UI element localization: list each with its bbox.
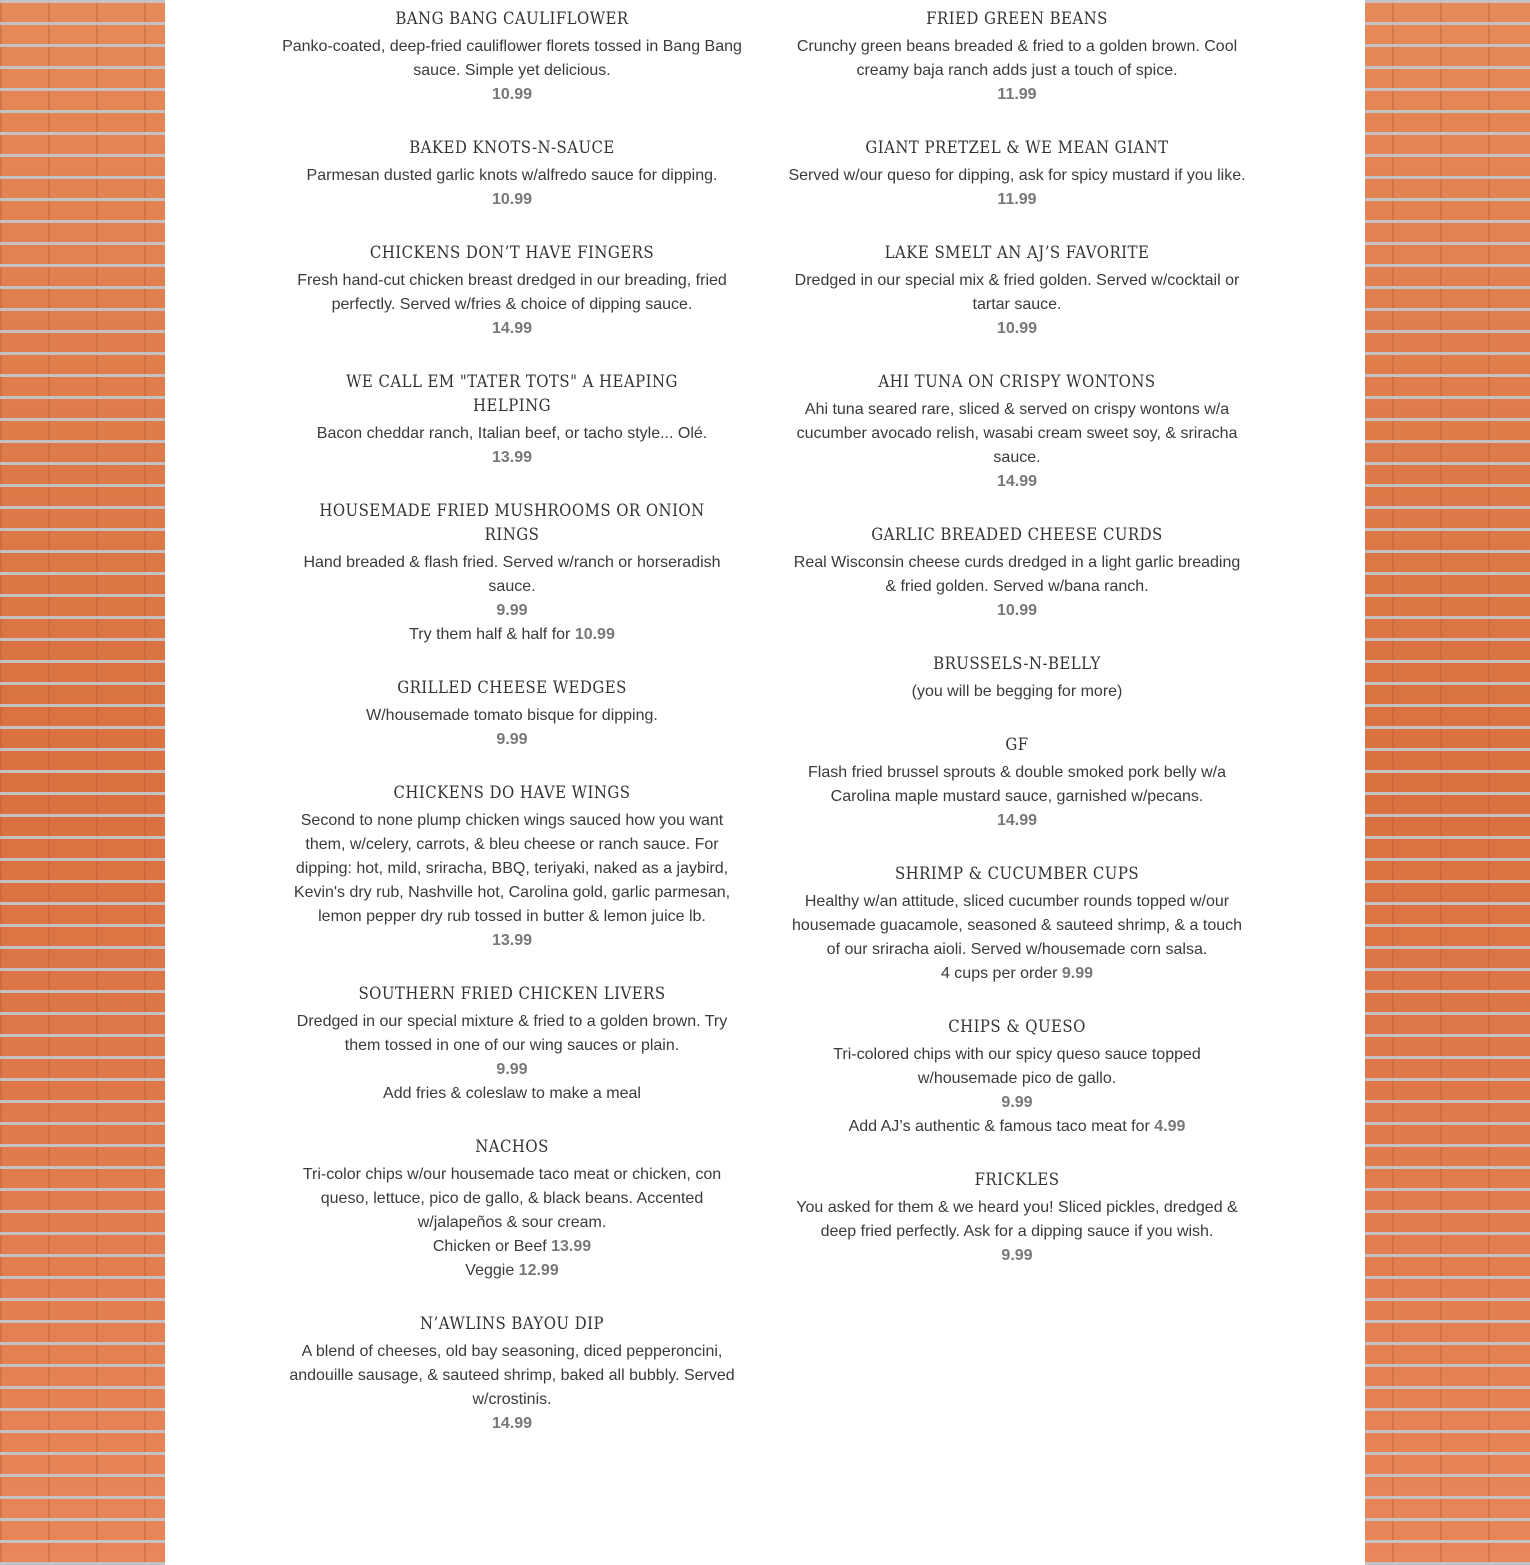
item-title: GF — [1005, 735, 1029, 755]
item-title: BAKED KNOTS-N-SAUCE — [409, 138, 615, 158]
item-note: Add fries & coleslaw to make a meal — [383, 1085, 641, 1102]
item-description: Crunchy green beans breaded & fried to a golden brown. Cool creamy baja ranch adds just a touch of spice. — [796, 38, 1238, 79]
item-description: Hand breaded & flash fried. Served w/ranch or horseradish sauce. — [303, 554, 721, 595]
item-option-line — [282, 1235, 742, 1259]
item-option-line — [787, 962, 1247, 986]
item-price: 10.99 — [491, 86, 533, 103]
option-text: 4 cups per order — [940, 965, 1062, 982]
item-description: (you will be begging for more) — [911, 683, 1123, 700]
item-description: You asked for them & we heard you! Sliced pickles, dredged & deep fried perfectly. Ask for a dipping sauce if you wish. — [796, 1199, 1238, 1240]
menu-item — [787, 7, 1247, 107]
extra-price: 10.99 — [574, 626, 615, 643]
menu-item — [787, 1015, 1247, 1139]
menu-item — [787, 862, 1247, 986]
item-title: SOUTHERN FRIED CHICKEN LIVERS — [358, 984, 666, 1004]
item-title: CHIPS & QUESO — [948, 1017, 1086, 1037]
menu-item — [787, 733, 1247, 833]
option-text: Veggie — [465, 1262, 519, 1279]
item-extra-line — [282, 623, 742, 647]
menu-item — [787, 523, 1247, 623]
menu-item — [282, 676, 742, 752]
item-price: 13.99 — [491, 932, 533, 949]
item-description: W/housemade tomato bisque for dipping. — [366, 707, 658, 724]
item-title: GARLIC BREADED CHEESE CURDS — [871, 525, 1163, 545]
option-price: 12.99 — [518, 1262, 559, 1279]
extra-price: 4.99 — [1154, 1118, 1186, 1135]
item-price: 14.99 — [491, 1415, 533, 1432]
option-text: Chicken or Beef — [432, 1238, 552, 1255]
item-title: LAKE SMELT AN AJ’S FAVORITE — [884, 243, 1150, 263]
item-price: 14.99 — [996, 473, 1038, 490]
item-description: Real Wisconsin cheese curds dredged in a light garlic breading & fried golden. Served w/bana ranch. — [793, 554, 1241, 595]
item-price: 9.99 — [496, 731, 528, 748]
item-title: WE CALL EM "TATER TOTS" A HEAPING HELPING — [346, 372, 678, 416]
item-title: N’AWLINS BAYOU DIP — [420, 1314, 604, 1334]
item-description: Tri-color chips w/our housemade taco meat or chicken, con queso, lettuce, pico de gallo, & black beans. Accented w/jalapeños & sour cream. — [302, 1166, 722, 1231]
menu-item — [282, 982, 742, 1106]
item-price: 9.99 — [496, 1061, 528, 1078]
item-title: GIANT PRETZEL & WE MEAN GIANT — [865, 138, 1169, 158]
menu-item — [282, 7, 742, 107]
item-price: 10.99 — [491, 191, 533, 208]
extra-text: Try them half & half for — [409, 626, 575, 643]
item-title: SHRIMP & CUCUMBER CUPS — [894, 864, 1140, 884]
item-title: AHI TUNA ON CRISPY WONTONS — [878, 372, 1156, 392]
item-extra-line — [787, 1115, 1247, 1139]
menu-column-left — [282, 7, 742, 1465]
item-price: 9.99 — [1001, 1094, 1033, 1111]
menu-item — [787, 652, 1247, 704]
item-price: 14.99 — [491, 320, 533, 337]
menu-item — [282, 1312, 742, 1436]
item-title: FRIED GREEN BEANS — [926, 9, 1108, 29]
menu-item — [787, 136, 1247, 212]
item-description: Dredged in our special mixture & fried to a golden brown. Try them tossed in one of our wing sauces or plain. — [296, 1013, 728, 1054]
menu-page — [165, 0, 1365, 1565]
item-description: Panko-coated, deep-fried cauliflower florets tossed in Bang Bang sauce. Simple yet delicious. — [282, 38, 742, 79]
item-description: Parmesan dusted garlic knots w/alfredo sauce for dipping. — [306, 167, 718, 184]
item-price: 11.99 — [997, 86, 1037, 103]
menu-item — [282, 370, 742, 470]
item-title: BRUSSELS-N-BELLY — [933, 654, 1101, 674]
item-price: 13.99 — [491, 449, 533, 466]
menu-column-right — [787, 7, 1247, 1297]
item-price: 10.99 — [996, 320, 1038, 337]
item-description: A blend of cheeses, old bay seasoning, diced pepperoncini, andouille sausage, & sauteed shrimp, baked all bubbly. Served w/crostinis. — [289, 1343, 735, 1408]
option-price: 13.99 — [551, 1238, 592, 1255]
item-title: CHICKENS DO HAVE WINGS — [393, 783, 631, 803]
option-price: 9.99 — [1061, 965, 1094, 982]
item-title: HOUSEMADE FRIED MUSHROOMS OR ONION RINGS — [319, 501, 705, 545]
item-price: 11.99 — [997, 191, 1037, 208]
item-description: Dredged in our special mix & fried golden. Served w/cocktail or tartar sauce. — [794, 272, 1240, 313]
item-title: GRILLED CHEESE WEDGES — [397, 678, 627, 698]
menu-item — [787, 370, 1247, 494]
menu-item — [282, 241, 742, 341]
item-option-line — [282, 1259, 742, 1283]
item-description: Flash fried brussel sprouts & double smoked pork belly w/a Carolina maple mustard sauce, garnished w/pecans. — [808, 764, 1226, 805]
item-title: NACHOS — [475, 1137, 549, 1157]
item-description: Bacon cheddar ranch, Italian beef, or tacho style... Olé. — [316, 425, 708, 442]
item-price: 9.99 — [1001, 1247, 1033, 1264]
item-description: Healthy w/an attitude, sliced cucumber rounds topped w/our housemade guacamole, seasoned & sauteed shrimp, & a touch of our sriracha aioli. Served w/housemade corn salsa. — [791, 893, 1243, 958]
item-description: Fresh hand-cut chicken breast dredged in our breading, fried perfectly. Served w/fries & choice of dipping sauce. — [297, 272, 727, 313]
menu-item — [282, 1135, 742, 1283]
item-title: CHICKENS DON’T HAVE FINGERS — [369, 243, 655, 263]
menu-item — [787, 241, 1247, 341]
item-price: 9.99 — [496, 602, 528, 619]
item-title: BANG BANG CAULIFLOWER — [395, 9, 629, 29]
extra-text: Add AJ’s authentic & famous taco meat for — [848, 1118, 1155, 1135]
menu-item — [282, 499, 742, 647]
item-price: 10.99 — [996, 602, 1038, 619]
item-description: Tri-colored chips with our spicy queso sauce topped w/housemade pico de gallo. — [833, 1046, 1201, 1087]
item-description: Second to none plump chicken wings sauced how you want them, w/celery, carrots, & bleu cheese or ranch sauce. For dipping: hot, mild, sriracha, BBQ, teriyaki, naked as a jaybird, Kevin's dry rub, Nashville hot, Carolina gold, garlic parmesan, lemon pepper dry rub tossed in butter & lemon juice lb. — [293, 812, 731, 925]
menu-item — [282, 136, 742, 212]
item-price: 14.99 — [996, 812, 1038, 829]
menu-item — [787, 1168, 1247, 1268]
item-title: FRICKLES — [974, 1170, 1060, 1190]
menu-item — [282, 781, 742, 953]
item-description: Served w/our queso for dipping, ask for spicy mustard if you like. — [788, 167, 1246, 184]
item-description: Ahi tuna seared rare, sliced & served on crispy wontons w/a cucumber avocado relish, wasabi cream sweet soy, & sriracha sauce. — [796, 401, 1238, 466]
